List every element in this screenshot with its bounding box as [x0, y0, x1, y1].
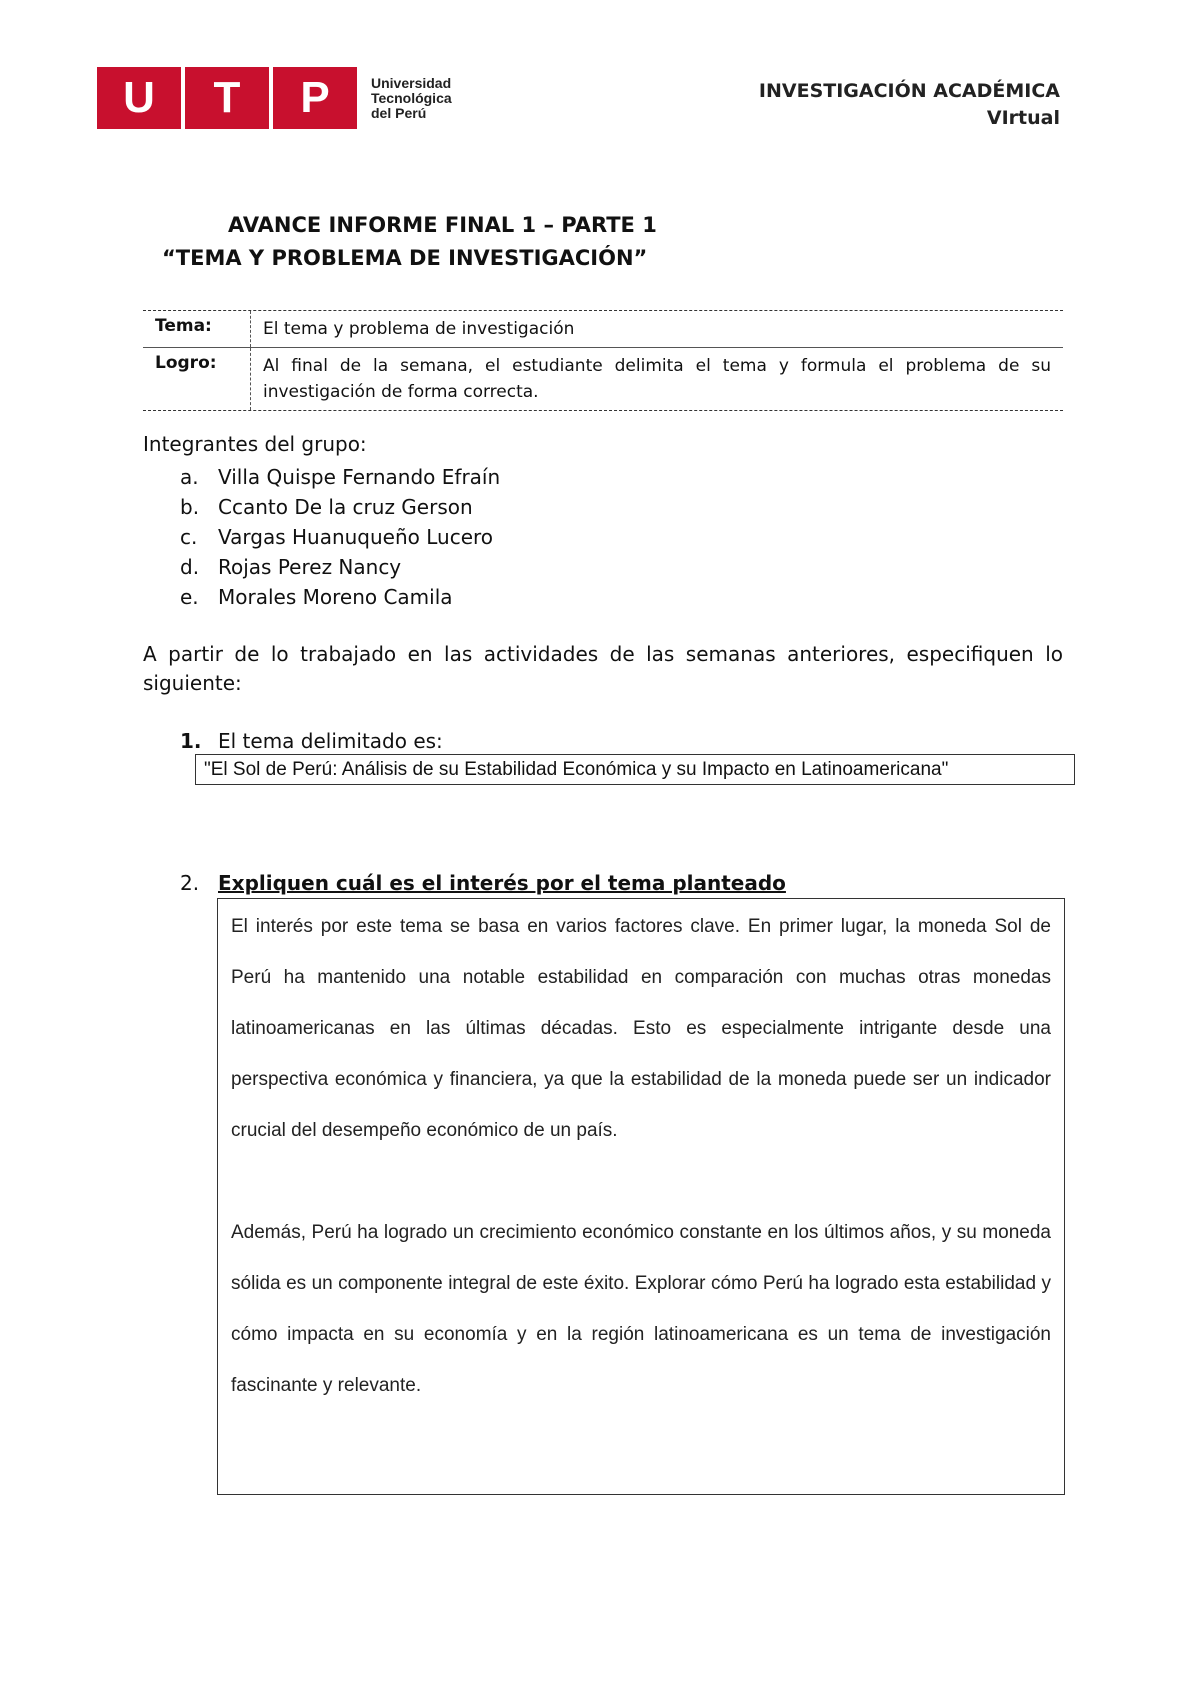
- info-value: Al final de la semana, el estudiante delimita el tema y formula el problema de su investigación de forma correcta.: [263, 356, 1051, 402]
- members-label: Integrantes del grupo:: [143, 432, 367, 456]
- document-title: AVANCE INFORME FINAL 1 – PARTE 1: [228, 213, 657, 237]
- answer-paragraph-1: El interés por este tema se basa en varios factores clave. En primer lugar, la moneda Sol de Perú ha mantenido una notable estabilidad en comparación con muchas otras monedas latinoamericanas en las últimas décadas. Esto es especialmente intrigante desde una perspectiva económica y financiera, ya que la estabilidad de la moneda puede ser un indicador crucial del desempeño económico de un país.: [231, 916, 1051, 1141]
- info-table: [143, 310, 1063, 411]
- info-key: Logro:: [143, 348, 251, 410]
- list-item: d. Rojas Perez Nancy: [180, 555, 402, 579]
- course-header: [759, 78, 1060, 132]
- intro-paragraph: A partir de lo trabajado en las actividades de las semanas anteriores, especifiquen lo siguiente:: [143, 642, 1063, 695]
- course-modality: VIrtual: [986, 107, 1060, 129]
- logo-letter-u: U: [97, 67, 181, 129]
- list-item: e. Morales Moreno Camila: [180, 585, 453, 609]
- logo-letter-t: T: [185, 67, 269, 129]
- question-2-heading: 2. Expliquen cuál es el interés por el tema planteado: [180, 871, 786, 895]
- list-item: b. Ccanto De la cruz Gerson: [180, 495, 473, 519]
- info-row-logro: [143, 348, 1063, 410]
- list-item: a. Villa Quispe Fernando Efraín: [180, 465, 501, 489]
- utp-logo: [97, 67, 452, 129]
- list-item: c. Vargas Huanuqueño Lucero: [180, 525, 494, 549]
- info-key: Tema:: [143, 311, 251, 347]
- document-subtitle: “TEMA Y PROBLEMA DE INVESTIGACIÓN”: [162, 246, 648, 270]
- logo-university-name: Universidad Tecnológica del Perú: [371, 74, 452, 121]
- question-1-heading: 1. El tema delimitado es:: [180, 729, 443, 753]
- info-row-tema: [143, 311, 1063, 348]
- question-1-answer-box: "El Sol de Perú: Análisis de su Estabilidad Económica y su Impacto en Latinoamericana": [195, 754, 1075, 785]
- course-name: INVESTIGACIÓN ACADÉMICA: [758, 80, 1060, 102]
- question-2-answer-box: [217, 898, 1065, 1495]
- info-value: El tema y problema de investigación: [263, 319, 575, 339]
- logo-letter-p: P: [273, 67, 357, 129]
- answer-paragraph-2: Además, Perú ha logrado un crecimiento económico constante en los últimos años, y su moneda sólida es un componente integral de este éxito. Explorar cómo Perú ha logrado esta estabilidad y cómo impacta en su economía y en la región latinoamericana es un tema de investigación fascinante y relevante.: [231, 1222, 1051, 1396]
- members-list: [180, 462, 500, 612]
